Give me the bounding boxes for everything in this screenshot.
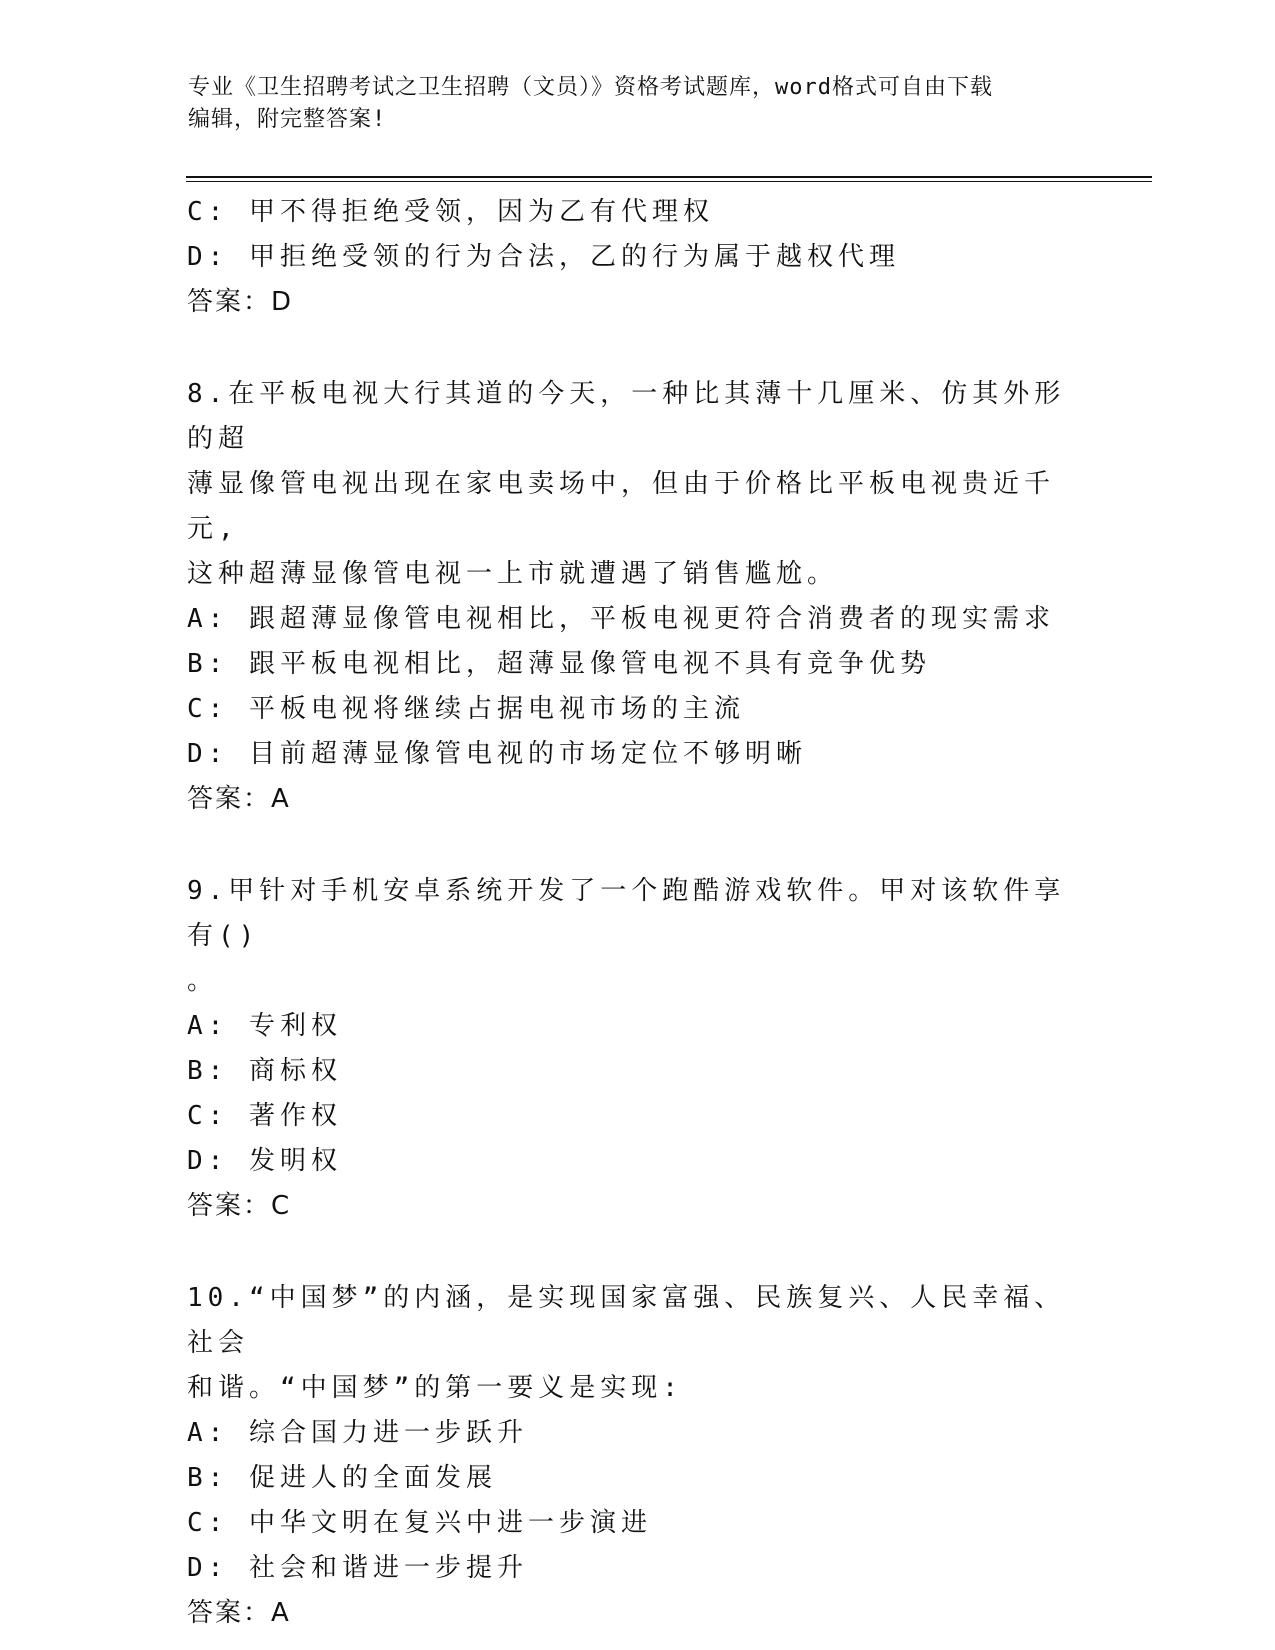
option-b: B: 跟平板电视相比，超薄显像管电视不具有竞争优势: [187, 649, 931, 679]
question-9: [187, 869, 1087, 1229]
question-stem-line: 这种超薄显像管电视一上市就遭遇了销售尴尬。: [187, 559, 839, 589]
question-stem-line: 8.在平板电视大行其道的今天，一种比其薄十几厘米、仿其外形的超: [187, 379, 1066, 454]
option-a: A: 跟超薄显像管电视相比，平板电视更符合消费者的现实需求: [187, 604, 1055, 634]
header-divider-thick: [186, 176, 1152, 178]
answer: 答案：A: [187, 784, 291, 814]
option-d: D: 甲拒绝受领的行为合法，乙的行为属于越权代理: [187, 242, 900, 272]
spacer: [187, 325, 1087, 372]
option-c: C: 著作权: [187, 1101, 342, 1131]
header-line-2: 编辑，附完整答案!: [188, 107, 387, 132]
question-stem-line: 薄显像管电视出现在家电卖场中，但由于价格比平板电视贵近千元,: [187, 469, 1056, 544]
option-a: A: 综合国力进一步跃升: [187, 1418, 528, 1448]
option-c: C: 平板电视将继续占据电视市场的主流: [187, 694, 745, 724]
option-a: A: 专利权: [187, 1011, 342, 1041]
question-8: [187, 372, 1087, 822]
header-divider-thin: [186, 181, 1152, 182]
question-stem-line: 和谐。“中国梦”的第一要义是实现:: [187, 1373, 683, 1403]
question-stem-line: 10.“中国梦”的内涵，是实现国家富强、民族复兴、人民幸福、社会: [187, 1283, 1066, 1358]
header-line-1: 专业《卫生招聘考试之卫生招聘（文员）》资格考试题库，word格式可自由下载: [188, 75, 993, 100]
spacer: [187, 1229, 1087, 1276]
question-7: [187, 190, 1087, 325]
option-c: C: 甲不得拒绝受领，因为乙有代理权: [187, 197, 714, 227]
option-d: D: 目前超薄显像管电视的市场定位不够明晰: [187, 739, 807, 769]
spacer: [187, 822, 1087, 869]
answer: 答案：A: [187, 1598, 291, 1628]
option-d: D: 发明权: [187, 1146, 342, 1176]
answer: 答案：D: [187, 287, 294, 317]
answer: 答案：C: [187, 1191, 292, 1221]
question-stem-line: 9.甲针对手机安卓系统开发了一个跑酷游戏软件。甲对该软件享有(): [187, 876, 1066, 951]
option-b: B: 促进人的全面发展: [187, 1463, 497, 1493]
option-d: D: 社会和谐进一步提升: [187, 1553, 528, 1583]
document-header: [188, 72, 1068, 136]
option-b: B: 商标权: [187, 1056, 342, 1086]
question-stem-line: 。: [187, 966, 214, 996]
question-10: [187, 1276, 1087, 1636]
option-c: C: 中华文明在复兴中进一步演进: [187, 1508, 652, 1538]
question-list: [187, 190, 1087, 1636]
